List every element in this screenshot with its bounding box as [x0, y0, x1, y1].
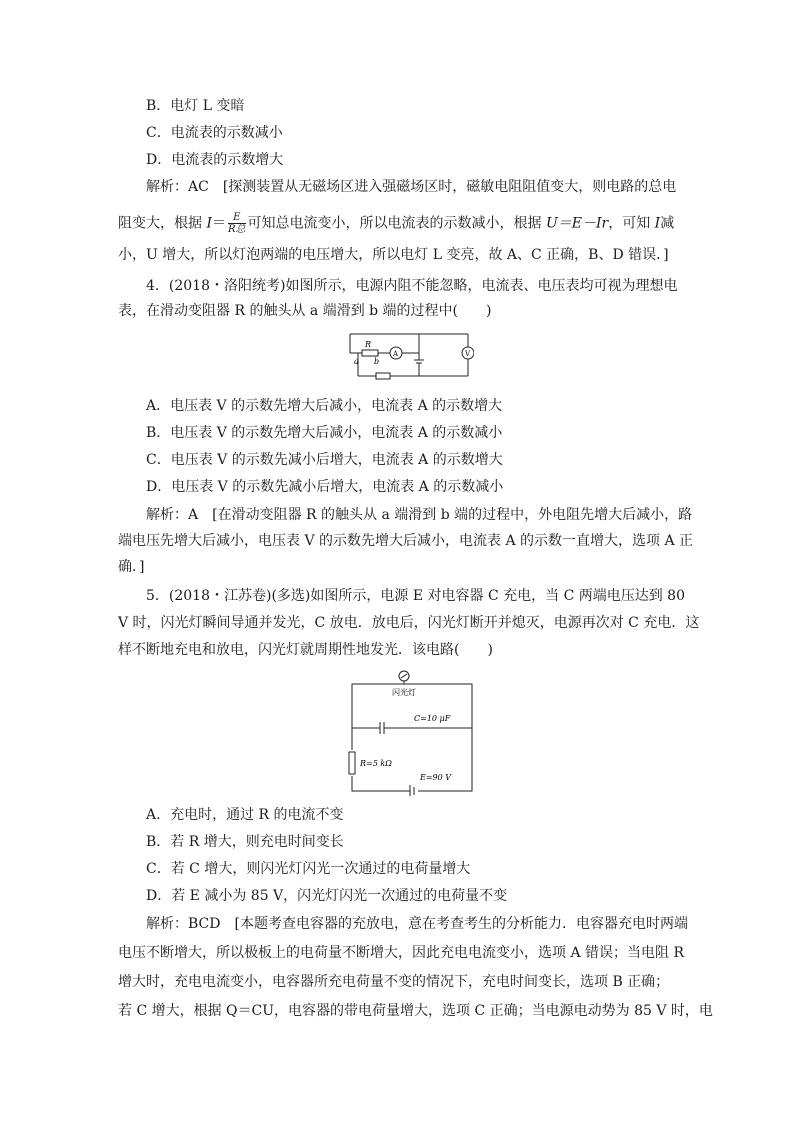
- q4-option-d: D．电压表 V 的示数先减小后增大，电流表 A 的示数减小: [146, 479, 504, 495]
- formula-denominator: R总: [227, 224, 246, 235]
- q4-fig-ammeter-label: A: [393, 350, 399, 358]
- q5-stem-line2: V 时，闪光灯瞬间导通并发光，C 放电．放电后，闪光灯断开并熄灭，电源再次对 C 充电．这: [118, 615, 700, 631]
- q5-option-a: A．充电时，通过 R 的电流不变: [146, 807, 344, 823]
- q3-analysis-line2-c: ，可知: [608, 215, 655, 232]
- q5-option-b: B．若 R 增大，则充电时间变长: [146, 834, 344, 850]
- q5-analysis-line2: 电压不断增大，所以极板上的电荷量不断增大，因此充电电流变小，选项 A 错误；当电阻 R: [118, 945, 684, 961]
- q5-fig-resistor-label: R=5 kΩ: [360, 759, 392, 768]
- formula-fraction: [228, 212, 246, 235]
- q3-analysis-line2-a: 阻变大，根据: [118, 215, 207, 232]
- q3-analysis-line2-b: 可知总电流变小，所以电流表的示数减小，根据: [247, 215, 546, 232]
- q5-fig-source-label: E=90 V: [420, 773, 452, 782]
- q4-option-b: B．电压表 V 的示数先增大后减小，电流表 A 的示数减小: [146, 425, 503, 441]
- q4-option-c: C．电压表 V 的示数先减小后增大，电流表 A 的示数增大: [146, 452, 503, 468]
- formula-numerator: E: [228, 212, 246, 224]
- q3-analysis-line2: 阻变大，根据 I＝ E R总 可知总电流变小，所以电流表的示数减小，根据 U＝E－Ir，可知 I减: [118, 212, 675, 235]
- q5-fig-capacitor-label: C=10 μF: [414, 714, 451, 723]
- q5-analysis-line3: 增大时，充电电流变小，电容器所充电荷量不变的情况下，充电时间变长，选项 B 正确；: [118, 974, 670, 990]
- q3-option-c: C．电流表的示数减小: [146, 125, 283, 141]
- q5-analysis-line4: 若 C 增大，根据 Q＝CU，电容器的带电荷量增大，选项 C 正确；当电源电动势为 85 V 时，电: [118, 1003, 713, 1019]
- q4-circuit-diagram: [344, 330, 474, 382]
- q5-option-d: D．若 E 减小为 85 V，闪光灯闪光一次通过的电荷量不变: [146, 888, 508, 904]
- q4-analysis-line1: 解析：A [在滑动变阻器 R 的触头从 a 端滑到 b 端的过程中，外电阻先增大后减小，路: [146, 507, 693, 523]
- q4-fig-label-b: b: [374, 357, 380, 366]
- q3-analysis-line3: 小，U 增大，所以灯泡两端的电压增大，所以电灯 L 变亮，故 A、C 正确，B、D 错误．]: [118, 247, 669, 263]
- q4-analysis-line2: 端电压先增大后减小，电压表 V 的示数先增大后减小，电流表 A 的示数一直增大，选项 A 正: [118, 533, 694, 549]
- q4-fig-label-a: a: [354, 357, 359, 366]
- q5-stem-line3: 样不断地充电和放电，闪光灯就周期性地发光．该电路( ): [118, 642, 493, 658]
- q5-stem-line1: 5．(2018・江苏卷)(多选)如图所示，电源 E 对电容器 C 充电，当 C 两端电压达到 80: [146, 588, 685, 604]
- var-i: I: [654, 215, 661, 232]
- q3-option-b: B．电灯 L 变暗: [146, 98, 245, 114]
- q3-analysis-line1: 解析：AC [探测装置从无磁场区进入强磁场区时，磁敏电阻阻值变大，则电路的总电: [146, 179, 677, 195]
- formula-ohm: U＝E－Ir: [545, 215, 609, 232]
- q4-analysis-line3: 确．]: [118, 559, 145, 575]
- q5-option-c: C．若 C 增大，则闪光灯闪光一次通过的电荷量增大: [146, 861, 471, 877]
- q5-analysis-line1: 解析：BCD [本题考查电容器的充放电，意在考查考生的分析能力．电容器充电时两端: [146, 916, 688, 932]
- q4-stem-line1: 4．(2018・洛阳统考)如图所示，电源内阻不能忽略，电流表、电压表均可视为理想电: [146, 278, 678, 294]
- q4-stem-line2: 表，在滑动变阻器 R 的触头从 a 端滑到 b 端的过程中( ): [118, 303, 492, 319]
- q4-fig-voltmeter-label: V: [465, 350, 471, 358]
- q4-option-a: A．电压表 V 的示数先增大后减小，电流表 A 的示数增大: [146, 398, 503, 414]
- q3-analysis-line2-e: 减: [660, 215, 675, 232]
- q5-circuit-diagram: [344, 666, 480, 796]
- q4-fig-label-r: R: [365, 340, 372, 349]
- q3-option-d: D．电流表的示数增大: [146, 152, 284, 168]
- q5-fig-lamp-label: 闪光灯: [392, 688, 416, 697]
